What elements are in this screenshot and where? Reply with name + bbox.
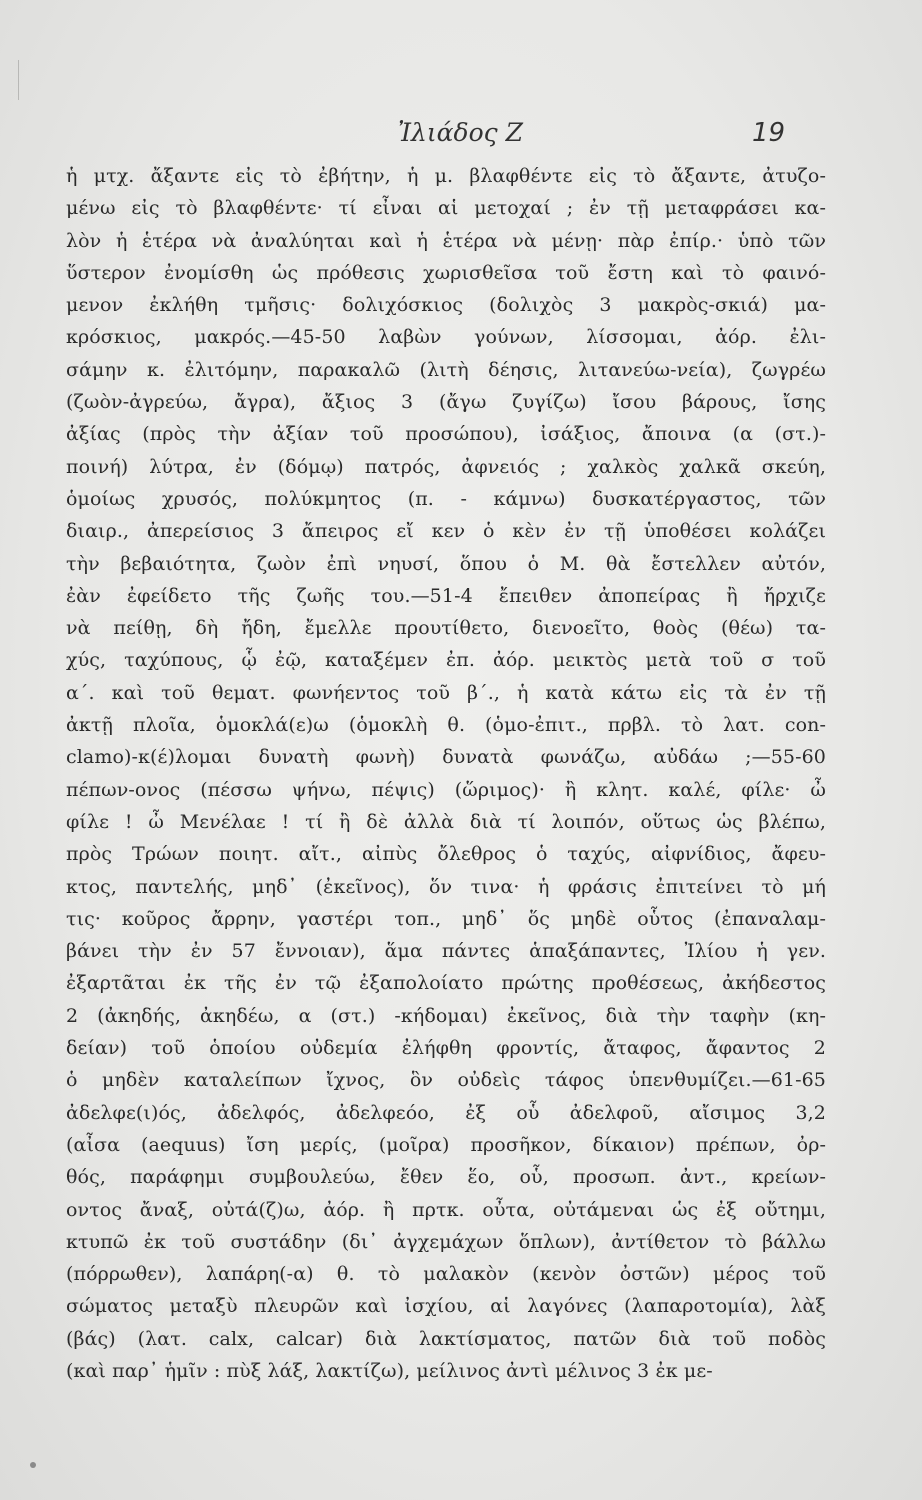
text-line: ἀκτῇ πλοῖα, ὁμοκλά(ε)ω (ὁμοκλὴ θ. (ὁμο-ἐπιτ., πρβλ. τὸ λατ. con- — [66, 714, 826, 737]
text-line: ἀξίας (πρὸς τὴν ἀξίαν τοῦ προσώπου), ἰσάξιος, ἄποινα (α (στ.)- — [66, 423, 826, 446]
text-line: ὁμοίως χρυσός, πολύκμητος (π. - κάμνω) δυσκατέργαστος, τῶν — [66, 487, 826, 510]
text-line: ἡ μτχ. ἄξαντε εἰς τὸ ἐβήτην, ἡ μ. βλαφθέντε εἰς τὸ ἄξαντε, ἀτυζο- — [66, 165, 826, 187]
text-line: clamo)-κ(έ)λομαι δυνατὴ φωνὴ) δυνατὰ φωνάζω, αὐδάω ;—55-60 — [66, 746, 826, 769]
text-line: χύς, ταχύπους, ᾧ ἐῷ, καταξέμεν ἐπ. ἀόρ. μεικτὸς μετὰ τοῦ σ τοῦ — [66, 649, 826, 672]
text-line: (βάς) (λατ. calx, calcar) διὰ λακτίσματος, πατῶν διὰ τοῦ ποδὸς — [66, 1327, 826, 1350]
text-line: τὴν βεβαιότητα, ζωὸν ἐπὶ νηυσί, ὅπου ὁ Μ. θὰ ἔστελλεν αὐτόν, — [66, 552, 826, 575]
text-line: σάμην κ. ἐλιτόμην, παρακαλῶ (λιτὴ δέησις, λιτανεύω-νεία), ζωγρέω — [66, 358, 826, 381]
text-line: δείαν) τοῦ ὁποίου οὐδεμία ἐλήφθη φροντίς, ἄταφος, ἄφαντος 2 — [66, 1037, 826, 1060]
text-line: διαιρ., ἀπερείσιος 3 ἄπειρος εἴ κεν ὁ κὲν ἐν τῇ ὑποθέσει κολάζει — [66, 520, 826, 543]
text-line: (ζωὸν-ἀγρεύω, ἄγρα), ἄξιος 3 (ἄγω ζυγίζω) ἴσου βάρους, ἴσης — [66, 391, 826, 414]
commentary-text — [66, 160, 826, 1387]
text-line: ἀδελφε(ι)ός, ἀδελφός, ἀδελφεόο, ἐξ οὗ ἀδελφοῦ, αἴσιμος 3,2 — [66, 1101, 826, 1124]
text-line: κτος, παντελής, μηδ᾽ (ἐκεῖνος), ὅν τινα· ἡ φράσις ἐπιτείνει τὸ μή — [66, 875, 826, 898]
text-line: (πόρρωθεν), λαπάρη(-α) θ. τὸ μαλακὸν (κενὸν ὀστῶν) μέρος τοῦ — [66, 1263, 826, 1286]
text-line: πρὸς Τρώων ποιητ. αἴτ., αἰπὺς ὄλεθρος ὁ ταχύς, αἰφνίδιος, ἄφευ- — [66, 843, 826, 866]
text-line: μένω εἰς τὸ βλαφθέντε· τί εἶναι αἱ μετοχαί ; ἐν τῇ μεταφράσει κα- — [66, 197, 826, 220]
text-line: 2 (ἀκηδής, ἀκηδέω, α (στ.) -κήδομαι) ἐκεῖνος, διὰ τὴν ταφὴν (κη- — [66, 1004, 826, 1027]
text-line: φίλε ! ὦ Μενέλαε ! τί ἢ δὲ ἀλλὰ διὰ τί λοιπόν, οὕτως ὡς βλέπω, — [66, 810, 826, 833]
text-line: νὰ πείθῃ, δὴ ἤδη, ἔμελλε προυτίθετο, διενοεῖτο, θοὸς (θέω) τα- — [66, 617, 826, 640]
text-line: βάνει τὴν ἐν 57 ἔννοιαν), ἅμα πάντες ἁπαξάπαντες, Ἰλίου ἡ γεν. — [66, 940, 826, 963]
text-line: ἐὰν ἐφείδετο τῆς ζωῆς του.—51-4 ἔπειθεν ἀποπείρας ἢ ἤρχιζε — [66, 584, 826, 607]
text-line: (καὶ παρ᾽ ἡμῖν : πὺξ λάξ, λακτίζω), μείλινος ἀντὶ μέλινος 3 ἐκ με- — [66, 1359, 713, 1382]
text-line: κτυπῶ ἐκ τοῦ συστάδην (δι᾽ ἀγχεμάχων ὅπλων), ἀντίθετον τὸ βάλλω — [66, 1230, 826, 1253]
text-line: μενον ἐκλήθη τμῆσις· δολιχόσκιος (δολιχὸς 3 μακρὸς-σκιά) μα- — [66, 294, 826, 317]
text-line: α΄. καὶ τοῦ θεματ. φωνήεντος τοῦ β΄., ἡ κατὰ κάτω εἰς τὰ ἐν τῇ — [66, 681, 826, 704]
text-line: ὁ μηδὲν καταλείπων ἴχνος, ὃν οὐδεὶς τάφος ὑπενθυμίζει.—61-65 — [66, 1069, 826, 1092]
ink-speck — [30, 1462, 36, 1468]
page-edge-mark — [18, 60, 19, 100]
text-line: ὕστερον ἐνομίσθη ὡς πρόθεσις χωρισθεῖσα τοῦ ἔστη καὶ τὸ φαινό- — [66, 261, 826, 284]
page-number: 19 — [752, 118, 786, 148]
text-line: πέπων-ονος (πέσσω ψήνω, πέψις) (ὥριμος)· ἢ κλητ. καλέ, φίλε· ὦ — [66, 778, 826, 801]
running-title: Ἰλιάδος Ζ — [398, 118, 523, 147]
text-line: ἐξαρτᾶται ἐκ τῆς ἐν τῷ ἐξαπολοίατο πρώτης προθέσεως, ἀκήδεστος — [66, 972, 826, 995]
text-line: κρόσκιος, μακρός.—45-50 λαβὼν γούνων, λίσσομαι, ἀόρ. ἐλι- — [66, 326, 826, 349]
text-line: θός, παράφημι συμβουλεύω, ἔθεν ἕο, οὗ, προσωπ. ἀντ., κρείων- — [66, 1166, 826, 1189]
text-line: λὸν ἡ ἑτέρα νὰ ἀναλύηται καὶ ἡ ἑτέρα νὰ μένῃ· πὰρ ἐπίρ.· ὑπὸ τῶν — [66, 229, 826, 252]
text-line: (αἶσα (aequus) ἴση μερίς, (μοῖρα) προσῆκον, δίκαιον) πρέπων, ὀρ- — [66, 1133, 826, 1156]
text-line: οντος ἄναξ, οὐτά(ζ)ω, ἀόρ. ἢ πρτκ. οὖτα, οὐτάμεναι ὡς ἐξ οὔτημι, — [66, 1198, 826, 1221]
text-line: ποινή) λύτρα, ἐν (δόμῳ) πατρός, ἀφνειός ; χαλκὸς χαλκᾶ σκεύη, — [66, 455, 826, 478]
page-header — [0, 118, 922, 148]
text-line: τις· κοῦρος ἄρρην, γαστέρι τοπ., μηδ᾽ ὅς μηδὲ οὗτος (ἐπαναλαμ- — [66, 907, 826, 930]
text-line: σώματος μεταξὺ πλευρῶν καὶ ἰσχίου, αἱ λαγόνες (λαπαροτομία), λὰξ — [66, 1295, 826, 1318]
